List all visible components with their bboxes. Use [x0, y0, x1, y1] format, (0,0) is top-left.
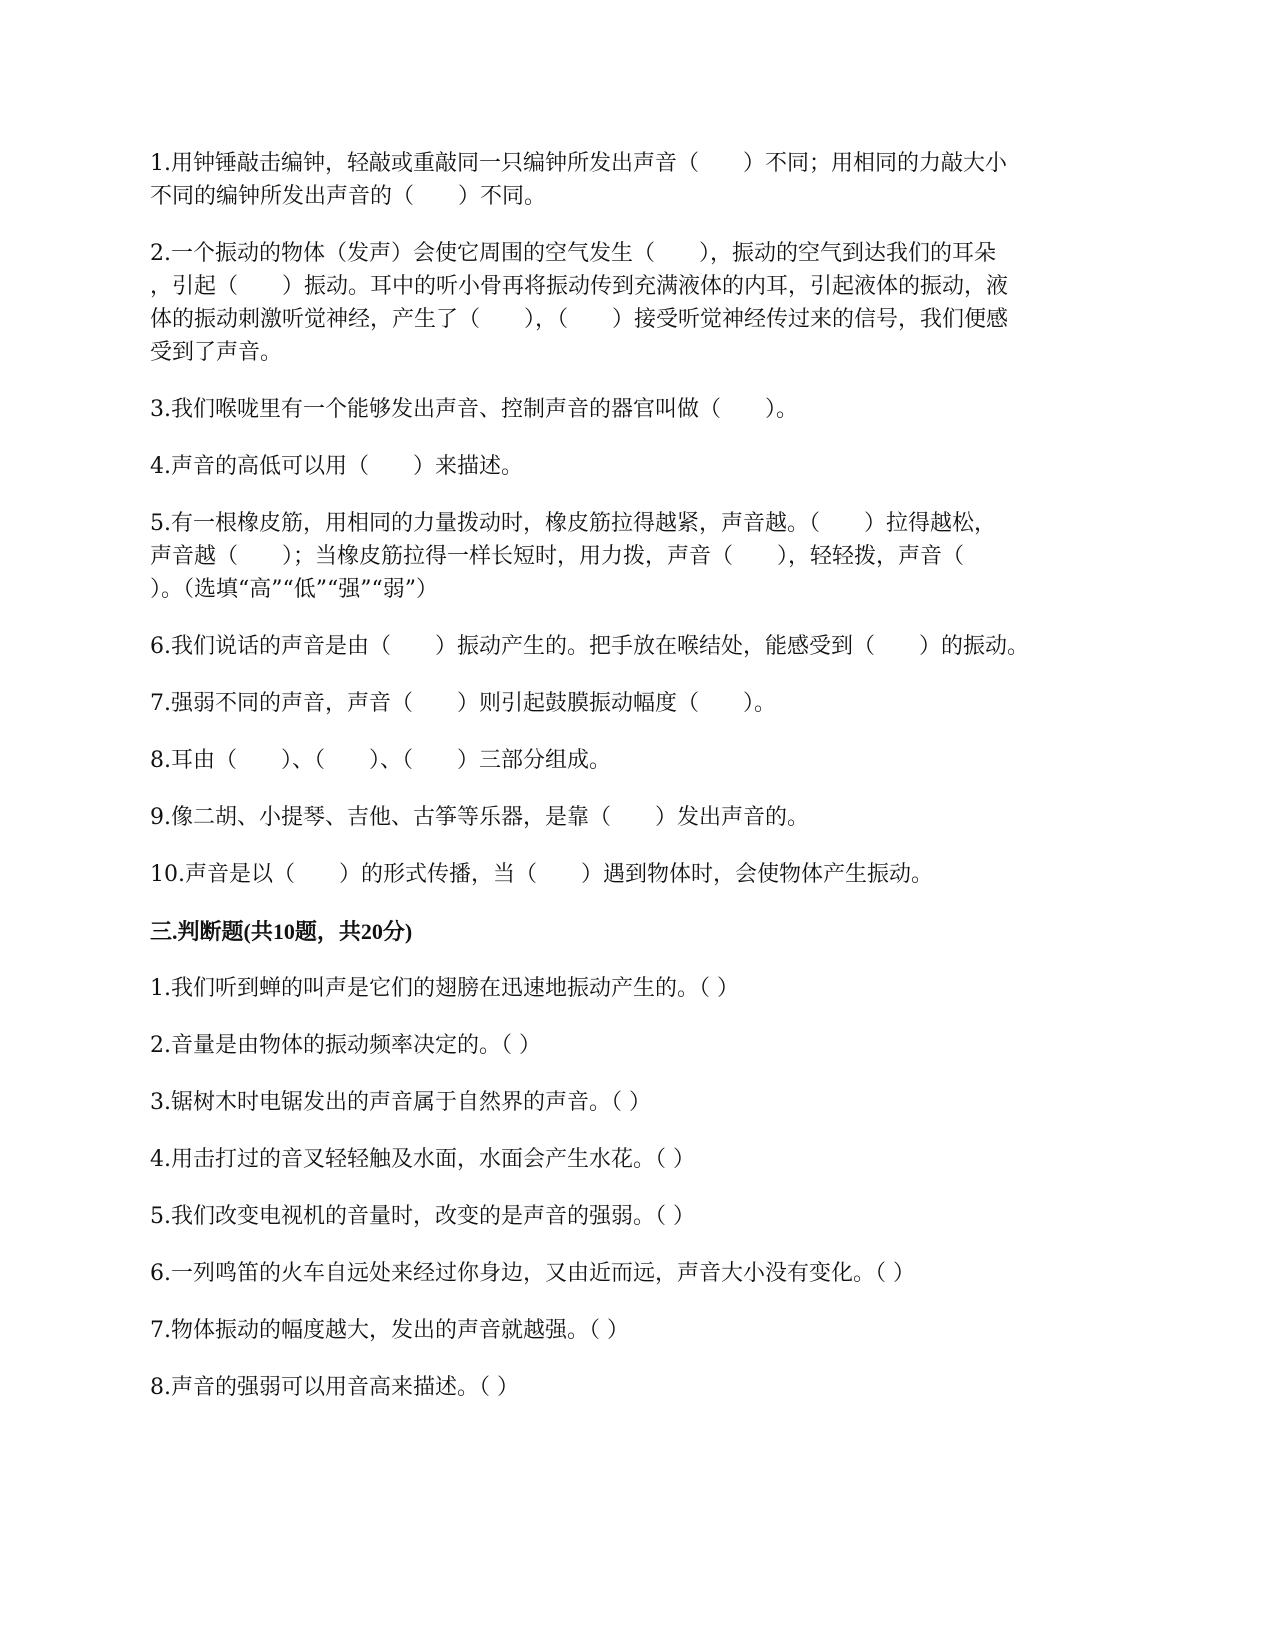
question-line: 7.强弱不同的声音，声音（ ）则引起鼓膜振动幅度（ ）。 — [150, 691, 776, 716]
fill-blank-question-9 — [150, 801, 1130, 834]
question-line: 9.像二胡、小提琴、吉他、古筝等乐器，是靠（ ）发出声音的。 — [150, 805, 809, 830]
question-line: 10.声音是以（ ）的形式传播，当（ ）遇到物体时，会使物体产生振动。 — [150, 862, 933, 887]
question-line: 3.锯树木时电锯发出的声音属于自然界的声音。（ ） — [150, 1090, 651, 1115]
fill-blank-question-8 — [150, 744, 1130, 777]
question-line: 5.有一根橡皮筋，用相同的力量拨动时，橡皮筋拉得越紧，声音越。（ ）拉得越松， — [150, 511, 996, 536]
fill-blank-question-10 — [150, 858, 1130, 891]
question-line: 4.用击打过的音叉轻轻触及水面，水面会产生水花。（ ） — [150, 1147, 695, 1172]
judge-question-6 — [150, 1257, 1130, 1290]
question-line: 2.音量是由物体的振动频率决定的。（ ） — [150, 1033, 541, 1058]
judge-question-2 — [150, 1029, 1130, 1062]
fill-blank-question-3 — [150, 393, 1130, 426]
question-line: 1.用钟锤敲击编钟，轻敲或重敲同一只编钟所发出声音（ ）不同；用相同的力敲大小 — [150, 151, 1007, 176]
question-line: 1.我们听到蝉的叫声是它们的翅膀在迅速地振动产生的。（ ） — [150, 976, 739, 1001]
fill-blank-question-5 — [150, 507, 1130, 606]
question-line: 5.我们改变电视机的音量时，改变的是声音的强弱。（ ） — [150, 1204, 695, 1229]
judge-question-8 — [150, 1371, 1130, 1404]
judge-question-7 — [150, 1314, 1130, 1347]
question-line: 4.声音的高低可以用（ ）来描述。 — [150, 454, 523, 479]
fill-blank-question-1 — [150, 147, 1130, 213]
fill-blank-question-2 — [150, 237, 1130, 369]
question-line: 受到了声音。 — [150, 340, 283, 365]
exam-page — [150, 147, 1130, 1428]
question-line: ）。（选填“高”“低”“强”“弱”） — [150, 577, 438, 602]
question-line: 8.声音的强弱可以用音高来描述。（ ） — [150, 1375, 519, 1400]
question-line: 8.耳由（ ）、（ ）、（ ）三部分组成。 — [150, 748, 611, 773]
judge-question-3 — [150, 1086, 1130, 1119]
fill-blank-question-7 — [150, 687, 1130, 720]
judge-question-4 — [150, 1143, 1130, 1176]
section-title: 三.判断题(共10题，共20分) — [150, 919, 413, 944]
judge-section-heading — [150, 915, 1130, 948]
question-line: 体的振动刺激听觉神经，产生了（ ），（ ）接受听觉神经传过来的信号，我们便感 — [150, 307, 1009, 332]
fill-blank-question-6 — [150, 630, 1130, 663]
question-line: 7.物体振动的幅度越大，发出的声音就越强。（ ） — [150, 1318, 629, 1343]
question-line: 6.我们说话的声音是由（ ）振动产生的。把手放在喉结处，能感受到（ ）的振动。 — [150, 634, 1029, 659]
question-line: 6.一列鸣笛的火车自远处来经过你身边，又由近而远，声音大小没有变化。（ ） — [150, 1261, 915, 1286]
judge-question-1 — [150, 972, 1130, 1005]
question-line: 不同的编钟所发出声音的（ ）不同。 — [150, 184, 547, 209]
question-line: ，引起（ ）振动。耳中的听小骨再将振动传到充满液体的内耳，引起液体的振动，液 — [150, 274, 1009, 299]
fill-blank-question-4 — [150, 450, 1130, 483]
question-line: 3.我们喉咙里有一个能够发出声音、控制声音的器官叫做（ ）。 — [150, 397, 798, 422]
judge-question-5 — [150, 1200, 1130, 1233]
question-line: 声音越（ ）；当橡皮筋拉得一样长短时，用力拨，声音（ ），轻轻拨，声音（ — [150, 544, 965, 569]
question-line: 2.一个振动的物体（发声）会使它周围的空气发生（ ），振动的空气到达我们的耳朵 — [150, 241, 996, 266]
